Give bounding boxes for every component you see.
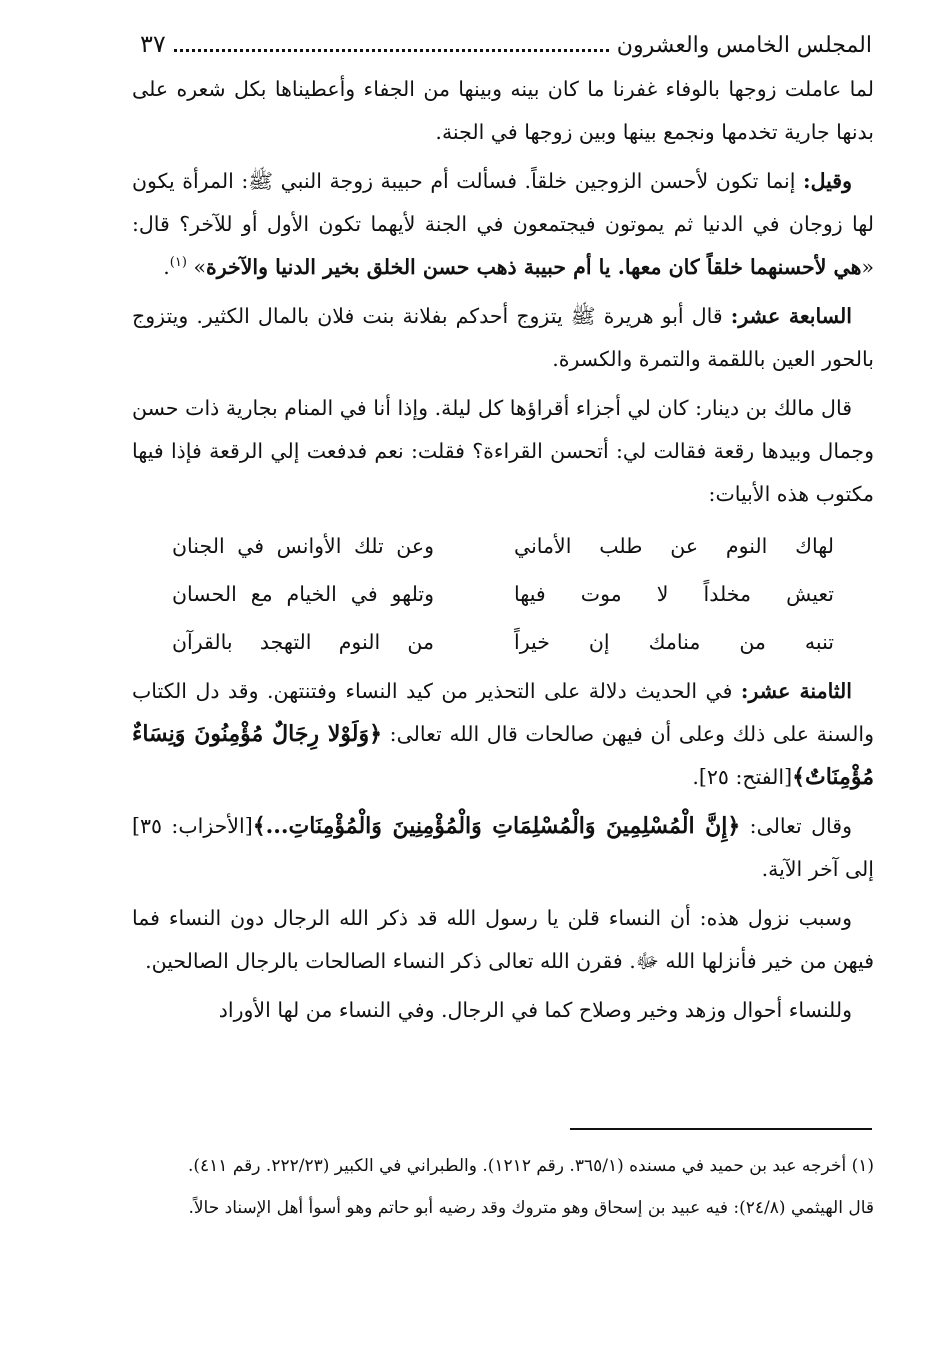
poem-verse	[132, 618, 874, 666]
footnotes	[132, 1148, 874, 1232]
paragraph-2-end: .	[163, 255, 170, 279]
quran-verse: ﴿إِنَّ الْمُسْلِمِينَ وَالْمُسْلِمَاتِ وَالْمُؤْمِنِينَ وَالْمُؤْمِنَاتِ...﴾	[252, 813, 741, 839]
main-text	[132, 68, 874, 1038]
poem-verse	[132, 570, 874, 618]
footnote-1: (١) أخرجه عبد بن حميد في مسنده (٣٦٥/١. رقم ١٢١٢). والطبراني في الكبير (٢٢٢/٢٣. رقم ٤١١).	[188, 1156, 874, 1176]
footnote-2: قال الهيثمي (٢٤/٨): فيه عبيد بن إسحاق وهو متروك وقد رضيه أبو حاتم وهو أسوأ أهل الإسناد حالاً.	[188, 1198, 874, 1218]
verse-second-hemistich: وتلهو في الخيام مع الحسان	[172, 581, 434, 606]
poem	[132, 522, 874, 666]
quran-verse: ﴿وَلَوْلا رِجَالٌ مُؤْمِنُونَ وَنِسَاءٌ مُؤْمِنَاتٌ﴾	[132, 721, 874, 790]
paragraph-3-lead: السابعة عشر:	[730, 304, 852, 328]
running-header	[140, 30, 872, 64]
paragraph-5	[132, 670, 874, 799]
paragraph-5-text: في الحديث دلالة على التحذير من كيد النساء وفتنتهن. وقد دل الكتاب والسنة على ذلك وعلى أن فيهن صالحات قال الله تعالى:	[132, 679, 874, 746]
paragraph-4: قال مالك بن دينار: كان لي أجزاء أقراؤها كل ليلة. وإذا أنا في المنام بجارية ذات حسن وجمال وبيدها رقعة فقالت لي: أتحسن القراءة؟ فقلت: نعم فدفعت إلي الرقعة فإذا فيها مكتوب هذه الأبيات:	[132, 396, 874, 506]
paragraph-8: وللنساء أحوال وزهد وخير وصلاح كما في الرجال. وفي النساء من لها الأوراد	[218, 998, 852, 1022]
chapter-title: المجلس الخامس والعشرون	[616, 33, 872, 58]
paragraph-6-text: وقال تعالى:	[740, 814, 852, 838]
verse-first-hemistich: لهاك النوم عن طلب الأماني	[514, 533, 834, 558]
verse-reference: [الأحزاب: ٣٥] إلى آخر الآية.	[132, 814, 874, 881]
verse-reference: [الفتح: ٢٥].	[692, 765, 793, 789]
hadith-quote: هي لأحسنهما خلقاً كان معها. يا أم حبيبة ذهب حسن الخلق بخير الدنيا والآخرة	[206, 255, 862, 279]
verse-first-hemistich: تنبه من منامك إن خيراً	[514, 629, 834, 654]
paragraph-3	[132, 295, 874, 381]
verse-second-hemistich: وعن تلك الأوانس في الجنان	[172, 533, 434, 558]
paragraph-5-lead: الثامنة عشر:	[740, 679, 852, 703]
paragraph-6	[132, 805, 874, 891]
verse-second-hemistich: من النوم التهجد بالقرآن	[172, 629, 434, 654]
paragraph-3-text: قال أبو هريرة ﷺ يتزوج أحدكم بفلانة بنت فلان بالمال الكثير. ويتزوج بالحور العين باللقمة والتمرة والكسرة.	[132, 304, 874, 371]
quote-close: »	[193, 255, 206, 279]
paragraph-2	[132, 160, 874, 289]
leader-dots	[174, 31, 609, 52]
poem-verse	[132, 522, 874, 570]
page-number: ٣٧	[140, 30, 166, 58]
paragraph-2-text: إنما تكون لأحسن الزوجين خلقاً. فسألت أم حبيبة زوجة النبي ﷺ: المرأة يكون لها زوجان في الدنيا ثم يموتون فيجتمعون في الجنة لأيهما تكون الأول أو للآخر؟ قال: «	[132, 169, 874, 279]
paragraph-1: لما عاملت زوجها بالوفاء غفرنا ما كان بينه وبينها من الجفاء وأعطيناها بكل شعره على بدنها جارية تخدمها ونجمع بينها وبين زوجها في الجنة.	[132, 77, 874, 144]
footnote-separator	[570, 1128, 872, 1130]
paragraph-7: وسبب نزول هذه: أن النساء قلن يا رسول الله قد ذكر الله الرجال دون النساء فما فيهن من خير فأنزلها الله ﷻ. فقرن الله تعالى ذكر النساء الصالحات بالرجال الصالحين.	[132, 906, 874, 973]
paragraph-2-lead: وقيل:	[803, 169, 852, 193]
verse-first-hemistich: تعيش مخلداً لا موت فيها	[514, 581, 834, 606]
footnote-ref-1: (١)	[169, 255, 187, 271]
